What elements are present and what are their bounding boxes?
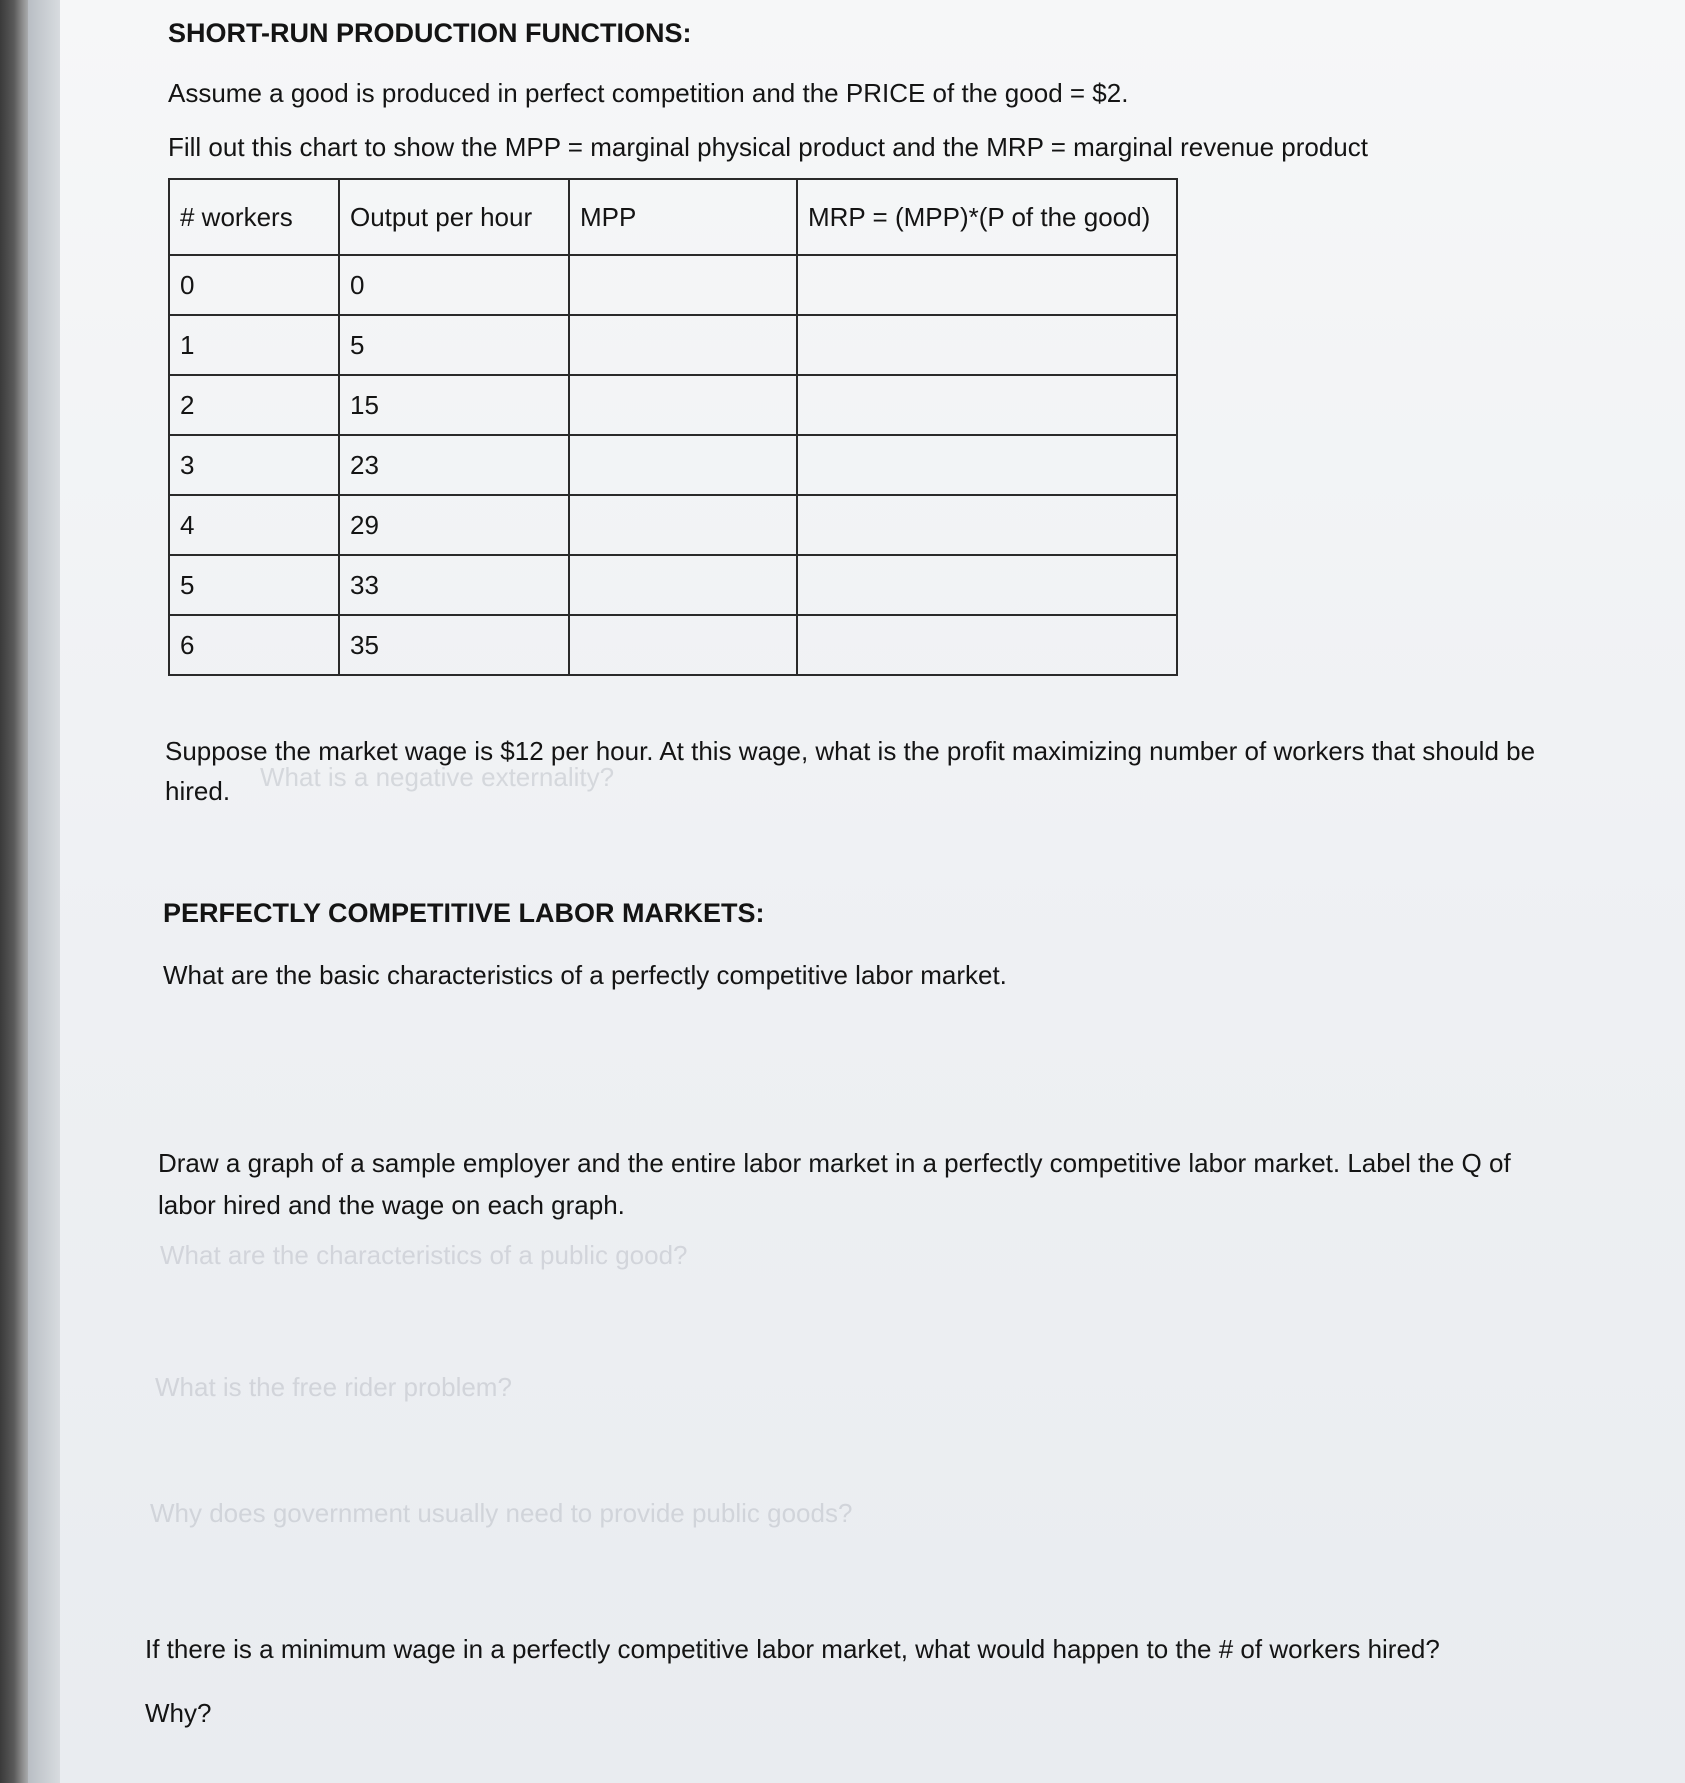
production-table — [168, 178, 1178, 676]
cell-mrp[interactable] — [797, 495, 1177, 555]
cell-workers: 2 — [169, 375, 339, 435]
cell-workers: 6 — [169, 615, 339, 675]
cell-output: 33 — [339, 555, 569, 615]
cell-workers: 5 — [169, 555, 339, 615]
cell-workers: 0 — [169, 255, 339, 315]
header-mpp: MPP — [569, 179, 797, 255]
cell-output: 15 — [339, 375, 569, 435]
table-row — [169, 315, 1177, 375]
table-row — [169, 255, 1177, 315]
table-row — [169, 555, 1177, 615]
cell-mrp[interactable] — [797, 315, 1177, 375]
cell-mrp[interactable] — [797, 555, 1177, 615]
cell-output: 29 — [339, 495, 569, 555]
question-graph-line1: Draw a graph of a sample employer and the entire labor market in a perfectly competitive labor market. Label the Q of — [158, 1148, 1511, 1178]
cell-mpp[interactable] — [569, 255, 797, 315]
cell-mpp[interactable] — [569, 435, 797, 495]
header-workers: # workers — [169, 179, 339, 255]
bleed-through-text: What are the characteristics of a public good? — [160, 1240, 688, 1270]
intro-fill-text: Fill out this chart to show the MPP = marginal physical product and the MRP = marginal revenue product — [168, 132, 1368, 162]
header-output: Output per hour — [339, 179, 569, 255]
cell-output: 23 — [339, 435, 569, 495]
intro-price-text: Assume a good is produced in perfect competition and the PRICE of the good = $2. — [168, 78, 1129, 108]
cell-output: 5 — [339, 315, 569, 375]
question-min-wage-line2: Why? — [145, 1698, 212, 1728]
table-row — [169, 375, 1177, 435]
bleed-through-text: Why does government usually need to provide public goods? — [150, 1498, 853, 1528]
cell-mpp[interactable] — [569, 315, 797, 375]
question-characteristics: What are the basic characteristics of a perfectly competitive labor market. — [163, 960, 1007, 990]
question-graph-line2: labor hired and the wage on each graph. — [158, 1190, 625, 1220]
header-mrp: MRP = (MPP)*(P of the good) — [797, 179, 1177, 255]
cell-mrp[interactable] — [797, 615, 1177, 675]
question-wage-line1: Suppose the market wage is $12 per hour. At this wage, what is the profit maximizing number of workers that should be — [165, 736, 1536, 766]
cell-mpp[interactable] — [569, 375, 797, 435]
bleed-through-text: What is a negative externality? — [260, 762, 615, 792]
cell-mrp[interactable] — [797, 435, 1177, 495]
cell-mpp[interactable] — [569, 615, 797, 675]
cell-mpp[interactable] — [569, 555, 797, 615]
cell-workers: 4 — [169, 495, 339, 555]
section-heading-labor-markets: PERFECTLY COMPETITIVE LABOR MARKETS: — [163, 898, 765, 928]
cell-output: 0 — [339, 255, 569, 315]
table-row — [169, 615, 1177, 675]
question-min-wage-line1: If there is a minimum wage in a perfectly competitive labor market, what would happen to the # of workers hired? — [145, 1634, 1440, 1664]
bleed-through-text: What is the free rider problem? — [155, 1372, 512, 1402]
cell-workers: 3 — [169, 435, 339, 495]
cell-mrp[interactable] — [797, 255, 1177, 315]
cell-mrp[interactable] — [797, 375, 1177, 435]
question-wage-line2: hired. — [165, 776, 231, 806]
section-heading-short-run: SHORT-RUN PRODUCTION FUNCTIONS: — [168, 18, 692, 48]
cell-output: 35 — [339, 615, 569, 675]
table-row — [169, 435, 1177, 495]
cell-mpp[interactable] — [569, 495, 797, 555]
cell-workers: 1 — [169, 315, 339, 375]
table-row — [169, 495, 1177, 555]
table-header-row — [169, 179, 1177, 255]
